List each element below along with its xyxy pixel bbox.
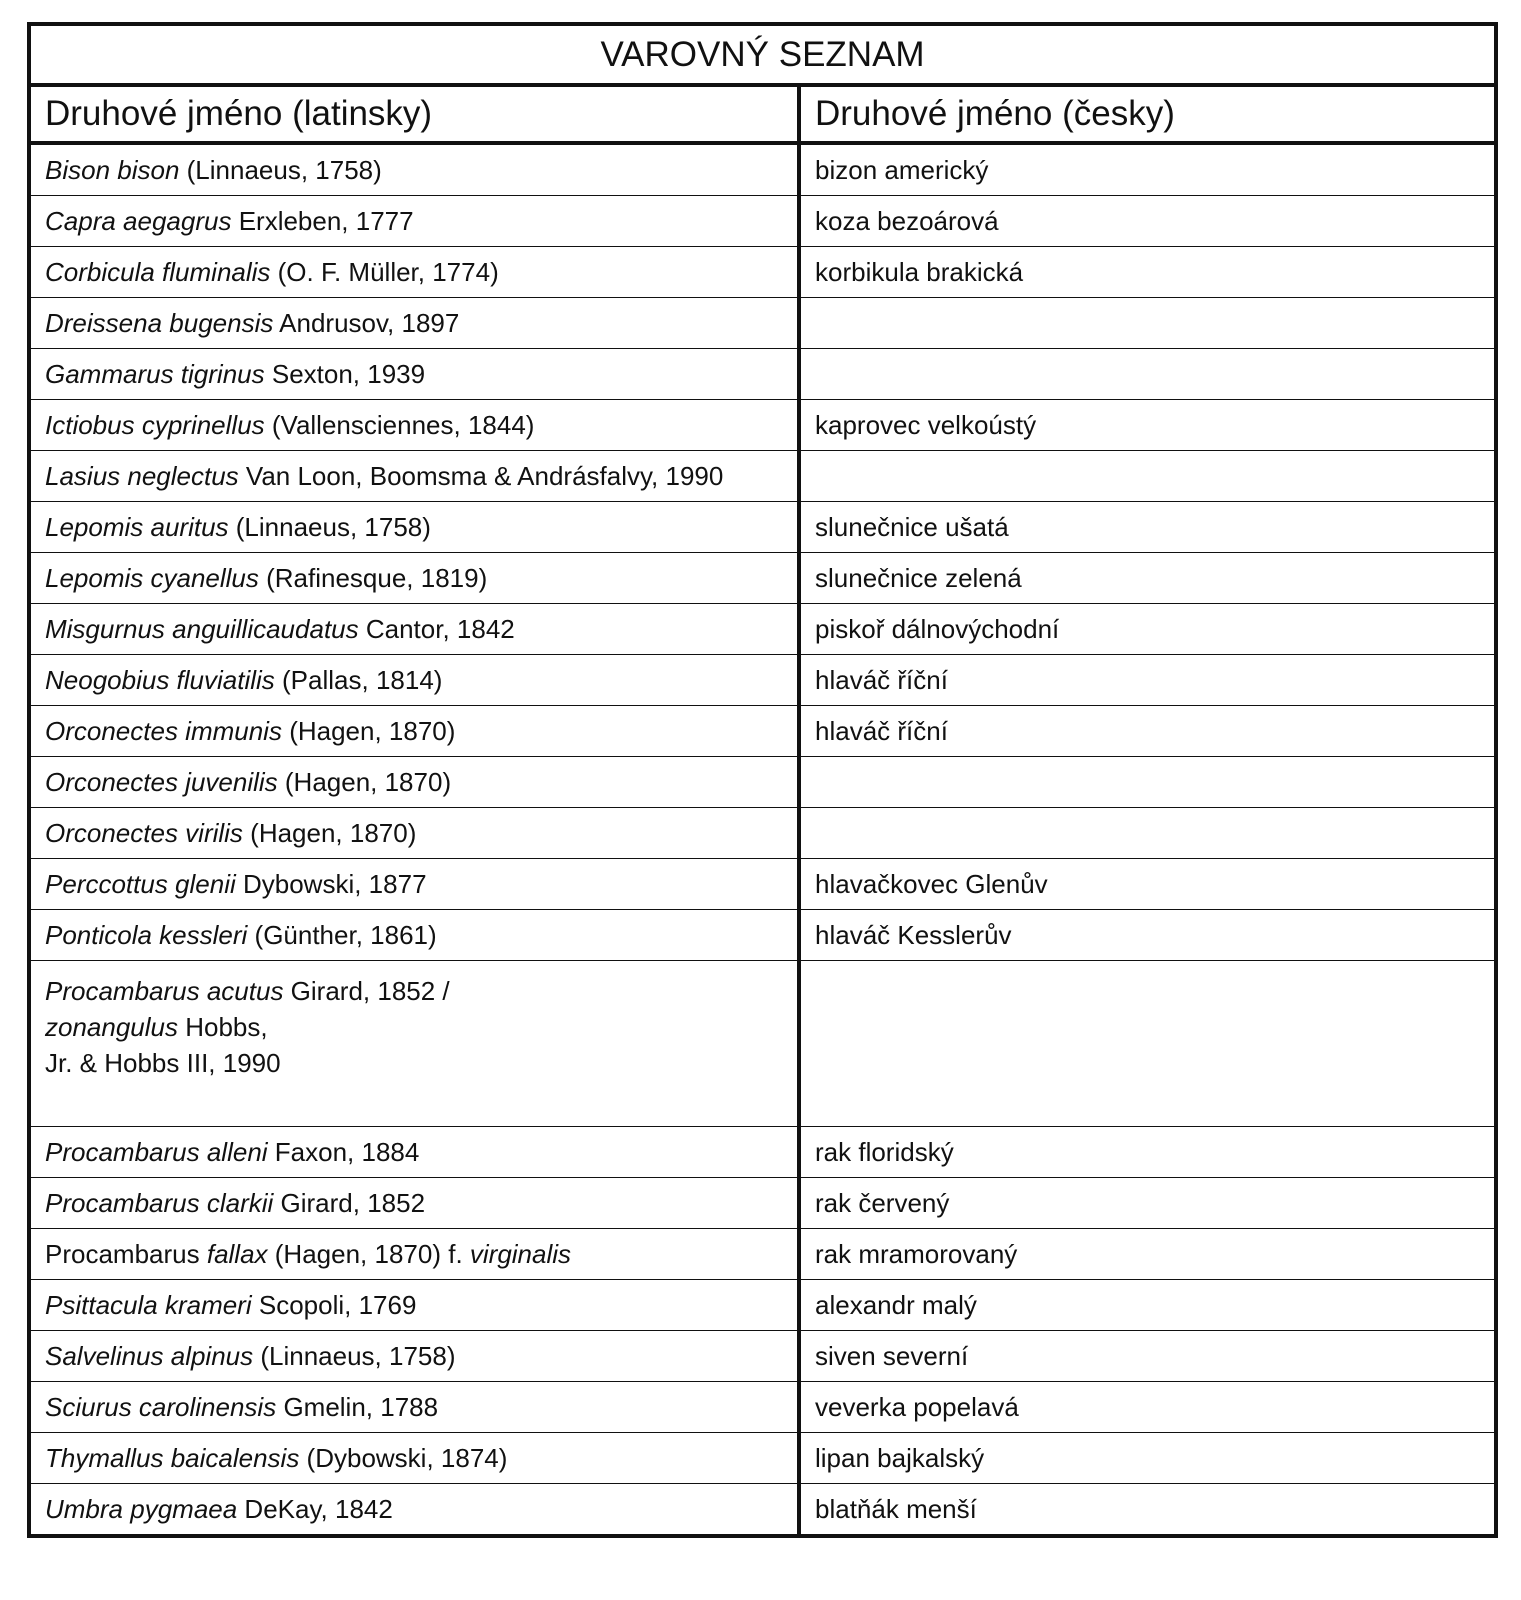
species-name: Orconectes juvenilis <box>45 767 278 797</box>
czech-name-cell: rak mramorovaný <box>799 1229 1496 1280</box>
species-name: Lepomis cyanellus <box>45 563 259 593</box>
species-name: Corbicula fluminalis <box>45 257 271 287</box>
table-row <box>29 910 1496 961</box>
latin-name-cell <box>29 298 799 349</box>
warning-list-table <box>27 22 1498 1538</box>
table-row <box>29 502 1496 553</box>
species-author: Dybowski, 1877 <box>235 869 427 899</box>
czech-name-cell: hlavačkovec Glenův <box>799 859 1496 910</box>
species-name: Procambarus acutus <box>45 976 284 1006</box>
latin-name-cell <box>29 1178 799 1229</box>
czech-name-cell: hlaváč říční <box>799 655 1496 706</box>
species-name: Salvelinus alpinus <box>45 1341 254 1371</box>
czech-name-cell: kaprovec velkoústý <box>799 400 1496 451</box>
table-row <box>29 808 1496 859</box>
table-row <box>29 706 1496 757</box>
species-author: (Pallas, 1814) <box>274 665 443 695</box>
table-row <box>29 859 1496 910</box>
latin-name-cell <box>29 1382 799 1433</box>
table-row <box>29 247 1496 298</box>
species-name: Orconectes immunis <box>45 716 282 746</box>
species-author: (Rafinesque, 1819) <box>258 563 488 593</box>
latin-name-cell <box>29 1229 799 1280</box>
czech-name-cell <box>799 757 1496 808</box>
header-row <box>29 85 1496 143</box>
czech-name-cell <box>799 349 1496 400</box>
czech-name-cell <box>799 298 1496 349</box>
latin-name-cell <box>29 1331 799 1382</box>
species-name: Bison bison <box>45 155 180 185</box>
latin-name-cell <box>29 1280 799 1331</box>
species-name: Umbra pygmaea <box>45 1494 238 1524</box>
czech-name-cell: rak červený <box>799 1178 1496 1229</box>
latin-name-cell <box>29 502 799 553</box>
latin-name-cell <box>29 553 799 604</box>
species-author: Faxon, 1884 <box>267 1137 420 1167</box>
czech-name-cell: siven severní <box>799 1331 1496 1382</box>
header-czech-name: Druhové jméno (česky) <box>799 85 1496 143</box>
species-author: (Günther, 1861) <box>247 920 437 950</box>
latin-name-cell <box>29 247 799 298</box>
table-row <box>29 1331 1496 1382</box>
header-latin-name: Druhové jméno (latinsky) <box>29 85 799 143</box>
species-name: Misgurnus anguillicaudatus <box>45 614 359 644</box>
table-row <box>29 349 1496 400</box>
czech-name-cell: piskoř dálnovýchodní <box>799 604 1496 655</box>
latin-name-cell <box>29 451 799 502</box>
latin-name-cell <box>29 961 799 1127</box>
species-name: Ponticola kessleri <box>45 920 248 950</box>
species-name: Neogobius fluviatilis <box>45 665 275 695</box>
species-name: Procambarus clarkii <box>45 1188 274 1218</box>
title-row <box>29 24 1496 85</box>
table-row <box>29 1127 1496 1178</box>
name-line-2 <box>45 1009 783 1045</box>
latin-name-cell <box>29 808 799 859</box>
species-author: (Linnaeus, 1758) <box>228 512 431 542</box>
species-name: Lasius neglectus <box>45 461 239 491</box>
latin-name-cell <box>29 604 799 655</box>
latin-name-cell <box>29 196 799 247</box>
species-author: Hobbs, <box>178 1012 268 1042</box>
czech-name-cell: blatňák menší <box>799 1484 1496 1537</box>
species-author: (Hagen, 1870) <box>242 818 417 848</box>
name-line-1 <box>45 973 783 1009</box>
latin-name-cell <box>29 349 799 400</box>
table-row <box>29 1178 1496 1229</box>
czech-name-cell: alexandr malý <box>799 1280 1496 1331</box>
species-name: Ictiobus cyprinellus <box>45 410 265 440</box>
latin-name-cell <box>29 143 799 196</box>
table-row <box>29 961 1496 1127</box>
species-author: Girard, 1852 <box>273 1188 426 1218</box>
species-author: (Linnaeus, 1758) <box>253 1341 456 1371</box>
table-row <box>29 1433 1496 1484</box>
warning-list-document <box>27 22 1494 1538</box>
czech-name-cell <box>799 808 1496 859</box>
genus-name: Procambarus <box>45 1239 207 1269</box>
species-author: Andrusov, 1897 <box>273 308 460 338</box>
latin-name-cell <box>29 1127 799 1178</box>
name-line-3: Jr. & Hobbs III, 1990 <box>45 1048 281 1078</box>
species-name: Perccottus glenii <box>45 869 236 899</box>
czech-name-cell: lipan bajkalský <box>799 1433 1496 1484</box>
table-row <box>29 298 1496 349</box>
table-row <box>29 1280 1496 1331</box>
czech-name-cell: hlaváč Kesslerův <box>799 910 1496 961</box>
species-name: Sciurus carolinensis <box>45 1392 277 1422</box>
table-row <box>29 1382 1496 1433</box>
species-name: Orconectes virilis <box>45 818 243 848</box>
species-author: (O. F. Müller, 1774) <box>270 257 499 287</box>
czech-name-cell: slunečnice ušatá <box>799 502 1496 553</box>
table-row <box>29 604 1496 655</box>
czech-name-cell <box>799 451 1496 502</box>
czech-name-cell <box>799 961 1496 1127</box>
species-author: Cantor, 1842 <box>358 614 515 644</box>
species-author: Gmelin, 1788 <box>276 1392 439 1422</box>
table-row <box>29 1484 1496 1537</box>
species-author: (Hagen, 1870) <box>281 716 456 746</box>
table-body <box>29 143 1496 1536</box>
species-author: (Hagen, 1870) <box>277 767 452 797</box>
czech-name-cell: bizon americký <box>799 143 1496 196</box>
form-name: virginalis <box>469 1239 572 1269</box>
table-row <box>29 757 1496 808</box>
species-author: (Dybowski, 1874) <box>299 1443 508 1473</box>
species-author: Van Loon, Boomsma & Andrásfalvy, 1990 <box>238 461 724 491</box>
table-row <box>29 143 1496 196</box>
czech-name-cell: korbikula brakická <box>799 247 1496 298</box>
latin-name-cell <box>29 910 799 961</box>
species-name: Dreissena bugensis <box>45 308 274 338</box>
species-author: Girard, 1852 / <box>283 976 450 1006</box>
latin-name-cell <box>29 859 799 910</box>
latin-name-cell <box>29 400 799 451</box>
table-row <box>29 400 1496 451</box>
species-author: Scopoli, 1769 <box>251 1290 417 1320</box>
czech-name-cell: rak floridský <box>799 1127 1496 1178</box>
species-author: (Vallensciennes, 1844) <box>264 410 535 440</box>
table-title: VAROVNÝ SEZNAM <box>29 24 1496 85</box>
table-row <box>29 451 1496 502</box>
species-name: Psittacula krameri <box>45 1290 252 1320</box>
species-author: DeKay, 1842 <box>237 1494 393 1524</box>
table-row <box>29 1229 1496 1280</box>
latin-name-cell <box>29 655 799 706</box>
table-row <box>29 655 1496 706</box>
czech-name-cell: veverka popelavá <box>799 1382 1496 1433</box>
czech-name-cell: slunečnice zelená <box>799 553 1496 604</box>
czech-name-cell: hlaváč říční <box>799 706 1496 757</box>
table-row <box>29 196 1496 247</box>
latin-name-cell <box>29 1484 799 1537</box>
latin-name-cell <box>29 706 799 757</box>
species-name: Capra aegagrus <box>45 206 232 236</box>
species-name: fallax <box>206 1239 268 1269</box>
species-author: Sexton, 1939 <box>264 359 426 389</box>
species-author: Erxleben, 1777 <box>231 206 414 236</box>
species-name: Gammarus tigrinus <box>45 359 265 389</box>
table-row <box>29 553 1496 604</box>
species-author: (Linnaeus, 1758) <box>179 155 382 185</box>
latin-name-cell <box>29 1433 799 1484</box>
species-name: Lepomis auritus <box>45 512 229 542</box>
czech-name-cell: koza bezoárová <box>799 196 1496 247</box>
species-name: Procambarus alleni <box>45 1137 268 1167</box>
species-author: (Hagen, 1870) f. <box>267 1239 470 1269</box>
species-name: Thymallus baicalensis <box>45 1443 300 1473</box>
latin-name-cell <box>29 757 799 808</box>
species-name: zonangulus <box>45 1012 178 1042</box>
